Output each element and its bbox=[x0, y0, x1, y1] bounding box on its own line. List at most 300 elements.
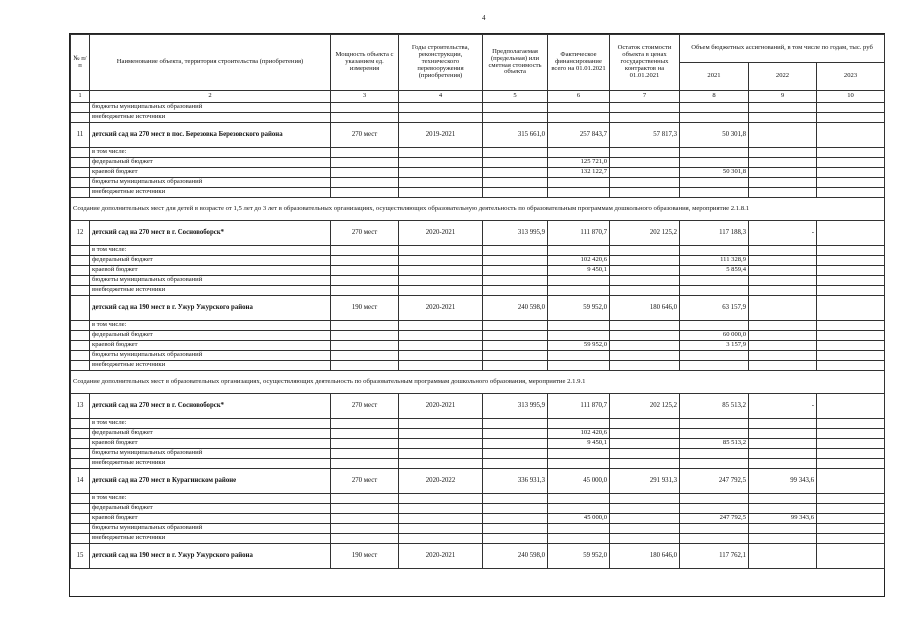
funding-source-row bbox=[71, 449, 885, 459]
years-cell bbox=[399, 459, 483, 469]
object-row bbox=[71, 123, 885, 148]
budget-2022-cell: 99 343,6 bbox=[749, 514, 817, 524]
actual-funding-cell bbox=[548, 504, 610, 514]
capacity-cell bbox=[331, 246, 399, 256]
budget-2023-cell bbox=[817, 178, 885, 188]
budget-2022-cell bbox=[749, 494, 817, 504]
row-number bbox=[71, 514, 90, 524]
row-number bbox=[71, 296, 90, 321]
remaining-cost-cell bbox=[610, 524, 680, 534]
capacity-cell bbox=[331, 534, 399, 544]
capacity-cell bbox=[331, 321, 399, 331]
funding-source-row bbox=[71, 266, 885, 276]
funding-source-row bbox=[71, 286, 885, 296]
row-number: 15 bbox=[71, 544, 90, 569]
budget-2021-cell: 117 762,1 bbox=[680, 544, 749, 569]
object-row bbox=[71, 221, 885, 246]
budget-2022-cell bbox=[749, 449, 817, 459]
capacity-cell bbox=[331, 286, 399, 296]
budget-2022-cell bbox=[749, 123, 817, 148]
budget-2022-cell bbox=[749, 459, 817, 469]
budget-2021-cell bbox=[680, 246, 749, 256]
object-name: бюджеты муниципальных образований bbox=[90, 103, 331, 113]
funding-source-row bbox=[71, 148, 885, 158]
capacity-cell bbox=[331, 439, 399, 449]
estimated-cost-cell bbox=[483, 514, 548, 524]
budget-2023-cell bbox=[817, 524, 885, 534]
funding-source-row bbox=[71, 158, 885, 168]
remaining-cost-cell: 57 817,3 bbox=[610, 123, 680, 148]
object-row bbox=[71, 469, 885, 494]
remaining-cost-cell bbox=[610, 514, 680, 524]
remaining-cost-cell bbox=[610, 459, 680, 469]
years-cell bbox=[399, 504, 483, 514]
actual-funding-cell bbox=[548, 286, 610, 296]
years-cell bbox=[399, 148, 483, 158]
actual-funding-cell bbox=[548, 351, 610, 361]
actual-funding-cell: 102 420,6 bbox=[548, 256, 610, 266]
budget-2023-cell bbox=[817, 439, 885, 449]
years-cell bbox=[399, 419, 483, 429]
capacity-cell bbox=[331, 148, 399, 158]
object-name: в том числе: bbox=[90, 246, 331, 256]
estimated-cost-cell bbox=[483, 351, 548, 361]
object-name: детский сад на 270 мест в пос. Березовка Березовского района bbox=[90, 123, 331, 148]
header-budget-group: Объем бюджетных ассигнований, в том числе по годам, тыс. руб bbox=[680, 35, 885, 63]
estimated-cost-cell bbox=[483, 494, 548, 504]
funding-source-row bbox=[71, 341, 885, 351]
budget-2022-cell: - bbox=[749, 221, 817, 246]
budget-2023-cell bbox=[817, 449, 885, 459]
budget-2021-cell bbox=[680, 113, 749, 123]
estimated-cost-cell bbox=[483, 178, 548, 188]
actual-funding-cell bbox=[548, 494, 610, 504]
budget-2021-cell: 117 188,3 bbox=[680, 221, 749, 246]
actual-funding-cell: 45 000,0 bbox=[548, 514, 610, 524]
row-number bbox=[71, 148, 90, 158]
funding-source-row bbox=[71, 534, 885, 544]
years-cell bbox=[399, 188, 483, 198]
budget-2021-cell bbox=[680, 524, 749, 534]
budget-2021-cell bbox=[680, 148, 749, 158]
actual-funding-cell: 102 420,6 bbox=[548, 429, 610, 439]
object-name: детский сад на 190 мест в г. Ужур Ужурского района bbox=[90, 296, 331, 321]
capacity-cell bbox=[331, 459, 399, 469]
section-heading-row bbox=[71, 198, 885, 221]
estimated-cost-cell bbox=[483, 429, 548, 439]
remaining-cost-cell bbox=[610, 103, 680, 113]
years-cell bbox=[399, 168, 483, 178]
object-name: внебюджетные источники bbox=[90, 459, 331, 469]
estimated-cost-cell bbox=[483, 534, 548, 544]
estimated-cost-cell bbox=[483, 524, 548, 534]
budget-2023-cell bbox=[817, 103, 885, 113]
capacity-cell bbox=[331, 361, 399, 371]
capacity-cell: 270 мест bbox=[331, 394, 399, 419]
estimated-cost-cell bbox=[483, 276, 548, 286]
object-name: внебюджетные источники bbox=[90, 113, 331, 123]
budget-2023-cell bbox=[817, 266, 885, 276]
object-name: федеральный бюджет bbox=[90, 504, 331, 514]
actual-funding-cell bbox=[548, 321, 610, 331]
budget-2022-cell bbox=[749, 544, 817, 569]
actual-funding-cell: 257 843,7 bbox=[548, 123, 610, 148]
years-cell bbox=[399, 341, 483, 351]
budget-2021-cell: 5 859,4 bbox=[680, 266, 749, 276]
row-number: 11 bbox=[71, 123, 90, 148]
funding-source-row bbox=[71, 168, 885, 178]
capacity-cell: 270 мест bbox=[331, 221, 399, 246]
object-name: бюджеты муниципальных образований bbox=[90, 449, 331, 459]
capacity-cell bbox=[331, 113, 399, 123]
capacity-cell bbox=[331, 158, 399, 168]
budget-2022-cell bbox=[749, 103, 817, 113]
budget-2023-cell bbox=[817, 331, 885, 341]
funding-source-row bbox=[71, 514, 885, 524]
row-number bbox=[71, 351, 90, 361]
estimated-cost-cell: 240 598,0 bbox=[483, 296, 548, 321]
remaining-cost-cell: 180 646,0 bbox=[610, 296, 680, 321]
actual-funding-cell: 9 450,1 bbox=[548, 439, 610, 449]
remaining-cost-cell bbox=[610, 361, 680, 371]
remaining-cost-cell: 202 125,2 bbox=[610, 221, 680, 246]
remaining-cost-cell bbox=[610, 276, 680, 286]
capacity-cell bbox=[331, 429, 399, 439]
actual-funding-cell bbox=[548, 188, 610, 198]
budget-2021-cell bbox=[680, 188, 749, 198]
remaining-cost-cell bbox=[610, 351, 680, 361]
row-number bbox=[71, 321, 90, 331]
estimated-cost-cell bbox=[483, 256, 548, 266]
row-number bbox=[71, 331, 90, 341]
row-number bbox=[71, 103, 90, 113]
object-name: краевой бюджет bbox=[90, 341, 331, 351]
header-remaining: Остаток стоимости объекта в ценах государственных контрактов на 01.01.2021 bbox=[610, 35, 680, 91]
years-cell bbox=[399, 178, 483, 188]
header-year-2021: 2021 bbox=[680, 63, 749, 91]
page-number: 4 bbox=[482, 14, 486, 22]
budget-2023-cell bbox=[817, 286, 885, 296]
row-number bbox=[71, 158, 90, 168]
object-name: внебюджетные источники bbox=[90, 534, 331, 544]
years-cell bbox=[399, 256, 483, 266]
budget-2022-cell bbox=[749, 321, 817, 331]
years-cell bbox=[399, 494, 483, 504]
object-name: бюджеты муниципальных образований bbox=[90, 178, 331, 188]
budget-2023-cell bbox=[817, 188, 885, 198]
row-number bbox=[71, 439, 90, 449]
capacity-cell bbox=[331, 178, 399, 188]
actual-funding-cell: 111 870,7 bbox=[548, 394, 610, 419]
budget-2021-cell bbox=[680, 178, 749, 188]
budget-2021-cell bbox=[680, 351, 749, 361]
years-cell: 2020-2021 bbox=[399, 221, 483, 246]
estimated-cost-cell: 315 661,0 bbox=[483, 123, 548, 148]
remaining-cost-cell bbox=[610, 286, 680, 296]
budget-2022-cell bbox=[749, 534, 817, 544]
years-cell bbox=[399, 158, 483, 168]
row-number bbox=[71, 449, 90, 459]
budget-2023-cell bbox=[817, 158, 885, 168]
budget-2022-cell bbox=[749, 178, 817, 188]
funding-source-row bbox=[71, 419, 885, 429]
column-number: 9 bbox=[749, 91, 817, 103]
object-name: федеральный бюджет bbox=[90, 331, 331, 341]
budget-2022-cell bbox=[749, 256, 817, 266]
years-cell bbox=[399, 514, 483, 524]
actual-funding-cell bbox=[548, 534, 610, 544]
object-name: в том числе: bbox=[90, 148, 331, 158]
remaining-cost-cell bbox=[610, 449, 680, 459]
years-cell: 2020-2022 bbox=[399, 469, 483, 494]
column-number: 1 bbox=[71, 91, 90, 103]
row-number bbox=[71, 286, 90, 296]
years-cell bbox=[399, 439, 483, 449]
budget-2022-cell bbox=[749, 246, 817, 256]
row-number bbox=[71, 341, 90, 351]
capacity-cell bbox=[331, 331, 399, 341]
header-year-2023: 2023 bbox=[817, 63, 885, 91]
actual-funding-cell bbox=[548, 148, 610, 158]
header-actual: Фактическое финансирование всего на 01.01.2021 bbox=[548, 35, 610, 91]
budget-2023-cell bbox=[817, 221, 885, 246]
funding-source-row bbox=[71, 494, 885, 504]
budget-2021-cell: 247 792,5 bbox=[680, 469, 749, 494]
funding-source-row bbox=[71, 276, 885, 286]
years-cell bbox=[399, 429, 483, 439]
row-number bbox=[71, 256, 90, 266]
object-name: федеральный бюджет bbox=[90, 429, 331, 439]
actual-funding-cell bbox=[548, 276, 610, 286]
estimated-cost-cell bbox=[483, 504, 548, 514]
budget-2021-cell: 247 792,5 bbox=[680, 514, 749, 524]
budget-2022-cell bbox=[749, 148, 817, 158]
budget-2022-cell bbox=[749, 361, 817, 371]
remaining-cost-cell bbox=[610, 168, 680, 178]
header-name: Наименование объекта, территория строительства (приобретения) bbox=[90, 35, 331, 91]
budget-2023-cell bbox=[817, 469, 885, 494]
capacity-cell bbox=[331, 514, 399, 524]
remaining-cost-cell bbox=[610, 158, 680, 168]
budget-2022-cell bbox=[749, 266, 817, 276]
budget-table bbox=[70, 34, 885, 569]
estimated-cost-cell bbox=[483, 341, 548, 351]
budget-2023-cell bbox=[817, 394, 885, 419]
capacity-cell: 190 мест bbox=[331, 544, 399, 569]
object-name: детский сад на 190 мест в г. Ужур Ужурского района bbox=[90, 544, 331, 569]
budget-2022-cell bbox=[749, 168, 817, 178]
remaining-cost-cell bbox=[610, 504, 680, 514]
budget-2022-cell bbox=[749, 286, 817, 296]
capacity-cell: 270 мест bbox=[331, 469, 399, 494]
budget-2023-cell bbox=[817, 113, 885, 123]
actual-funding-cell bbox=[548, 419, 610, 429]
capacity-cell bbox=[331, 168, 399, 178]
capacity-cell: 190 мест bbox=[331, 296, 399, 321]
column-number: 6 bbox=[548, 91, 610, 103]
budget-2021-cell: 50 301,8 bbox=[680, 123, 749, 148]
years-cell: 2019-2021 bbox=[399, 123, 483, 148]
row-number bbox=[71, 361, 90, 371]
object-name: детский сад на 270 мест в г. Сосновоборск* bbox=[90, 394, 331, 419]
years-cell: 2020-2021 bbox=[399, 296, 483, 321]
years-cell bbox=[399, 524, 483, 534]
actual-funding-cell bbox=[548, 178, 610, 188]
object-name: в том числе: bbox=[90, 494, 331, 504]
remaining-cost-cell bbox=[610, 148, 680, 158]
row-number bbox=[71, 429, 90, 439]
budget-2021-cell bbox=[680, 286, 749, 296]
actual-funding-cell: 132 122,7 bbox=[548, 168, 610, 178]
object-row bbox=[71, 394, 885, 419]
remaining-cost-cell bbox=[610, 256, 680, 266]
object-name: федеральный бюджет bbox=[90, 256, 331, 266]
budget-2023-cell bbox=[817, 504, 885, 514]
budget-2023-cell bbox=[817, 429, 885, 439]
budget-2022-cell bbox=[749, 188, 817, 198]
budget-2023-cell bbox=[817, 168, 885, 178]
row-number bbox=[71, 504, 90, 514]
funding-source-row bbox=[71, 321, 885, 331]
remaining-cost-cell bbox=[610, 188, 680, 198]
estimated-cost-cell bbox=[483, 459, 548, 469]
row-number bbox=[71, 113, 90, 123]
section-heading: Создание дополнительных мест в образовательных организациях, осуществляющих деятельность по образовательным программам дошкольного образования, мероприятие 2.1.9.1 bbox=[71, 371, 885, 394]
budget-2022-cell bbox=[749, 158, 817, 168]
estimated-cost-cell: 240 598,0 bbox=[483, 544, 548, 569]
budget-2021-cell: 63 157,9 bbox=[680, 296, 749, 321]
years-cell bbox=[399, 534, 483, 544]
header-num: № п/п bbox=[71, 35, 90, 91]
remaining-cost-cell bbox=[610, 321, 680, 331]
row-number bbox=[71, 178, 90, 188]
column-number-row bbox=[71, 91, 885, 103]
funding-source-row bbox=[71, 113, 885, 123]
budget-2023-cell bbox=[817, 256, 885, 266]
actual-funding-cell: 59 952,0 bbox=[548, 544, 610, 569]
row-number bbox=[71, 188, 90, 198]
object-name: краевой бюджет bbox=[90, 439, 331, 449]
funding-source-row bbox=[71, 256, 885, 266]
estimated-cost-cell bbox=[483, 158, 548, 168]
years-cell: 2020-2021 bbox=[399, 544, 483, 569]
estimated-cost-cell bbox=[483, 439, 548, 449]
funding-source-row bbox=[71, 439, 885, 449]
object-name: бюджеты муниципальных образований bbox=[90, 524, 331, 534]
funding-source-row bbox=[71, 361, 885, 371]
column-number: 7 bbox=[610, 91, 680, 103]
years-cell bbox=[399, 331, 483, 341]
estimated-cost-cell bbox=[483, 103, 548, 113]
budget-2023-cell bbox=[817, 544, 885, 569]
remaining-cost-cell: 202 125,2 bbox=[610, 394, 680, 419]
remaining-cost-cell: 180 646,0 bbox=[610, 544, 680, 569]
remaining-cost-cell bbox=[610, 494, 680, 504]
object-name: краевой бюджет bbox=[90, 266, 331, 276]
budget-2021-cell: 50 301,8 bbox=[680, 168, 749, 178]
funding-source-row bbox=[71, 178, 885, 188]
funding-source-row bbox=[71, 103, 885, 113]
funding-source-row bbox=[71, 504, 885, 514]
funding-source-row bbox=[71, 246, 885, 256]
years-cell: 2020-2021 bbox=[399, 394, 483, 419]
remaining-cost-cell bbox=[610, 429, 680, 439]
budget-2021-cell bbox=[680, 534, 749, 544]
budget-2021-cell: 85 513,2 bbox=[680, 394, 749, 419]
row-number bbox=[71, 419, 90, 429]
remaining-cost-cell bbox=[610, 439, 680, 449]
capacity-cell bbox=[331, 341, 399, 351]
budget-2021-cell bbox=[680, 459, 749, 469]
capacity-cell bbox=[331, 351, 399, 361]
funding-source-row bbox=[71, 331, 885, 341]
estimated-cost-cell bbox=[483, 419, 548, 429]
budget-2023-cell bbox=[817, 361, 885, 371]
budget-2021-cell bbox=[680, 449, 749, 459]
budget-2021-cell bbox=[680, 321, 749, 331]
remaining-cost-cell: 291 931,3 bbox=[610, 469, 680, 494]
budget-2022-cell bbox=[749, 341, 817, 351]
budget-2022-cell bbox=[749, 331, 817, 341]
remaining-cost-cell bbox=[610, 534, 680, 544]
estimated-cost-cell bbox=[483, 449, 548, 459]
capacity-cell: 270 мест bbox=[331, 123, 399, 148]
budget-2021-cell bbox=[680, 158, 749, 168]
estimated-cost-cell bbox=[483, 266, 548, 276]
actual-funding-cell: 59 952,0 bbox=[548, 341, 610, 351]
estimated-cost-cell bbox=[483, 113, 548, 123]
funding-source-row bbox=[71, 351, 885, 361]
actual-funding-cell bbox=[548, 246, 610, 256]
header-estimated: Предполагаемая (предельная) или сметная стоимость объекта bbox=[483, 35, 548, 91]
object-name: бюджеты муниципальных образований bbox=[90, 351, 331, 361]
object-name: в том числе: bbox=[90, 321, 331, 331]
column-number: 10 bbox=[817, 91, 885, 103]
capacity-cell bbox=[331, 449, 399, 459]
object-name: детский сад на 270 мест в Курагинском районе bbox=[90, 469, 331, 494]
remaining-cost-cell bbox=[610, 419, 680, 429]
row-number: 14 bbox=[71, 469, 90, 494]
years-cell bbox=[399, 266, 483, 276]
budget-2022-cell bbox=[749, 524, 817, 534]
capacity-cell bbox=[331, 419, 399, 429]
budget-2022-cell bbox=[749, 296, 817, 321]
budget-2021-cell bbox=[680, 429, 749, 439]
capacity-cell bbox=[331, 494, 399, 504]
budget-2021-cell bbox=[680, 103, 749, 113]
funding-source-row bbox=[71, 188, 885, 198]
remaining-cost-cell bbox=[610, 113, 680, 123]
row-number bbox=[71, 534, 90, 544]
object-name: в том числе: bbox=[90, 419, 331, 429]
years-cell bbox=[399, 351, 483, 361]
actual-funding-cell bbox=[548, 524, 610, 534]
actual-funding-cell bbox=[548, 449, 610, 459]
budget-2021-cell: 111 328,9 bbox=[680, 256, 749, 266]
actual-funding-cell: 59 952,0 bbox=[548, 296, 610, 321]
budget-2023-cell bbox=[817, 351, 885, 361]
estimated-cost-cell bbox=[483, 246, 548, 256]
remaining-cost-cell bbox=[610, 178, 680, 188]
budget-2022-cell bbox=[749, 439, 817, 449]
column-number: 5 bbox=[483, 91, 548, 103]
capacity-cell bbox=[331, 504, 399, 514]
header-capacity: Мощность объекта с указанием ед. измерения bbox=[331, 35, 399, 91]
header-year-2022: 2022 bbox=[749, 63, 817, 91]
years-cell bbox=[399, 286, 483, 296]
years-cell bbox=[399, 449, 483, 459]
actual-funding-cell: 9 450,1 bbox=[548, 266, 610, 276]
